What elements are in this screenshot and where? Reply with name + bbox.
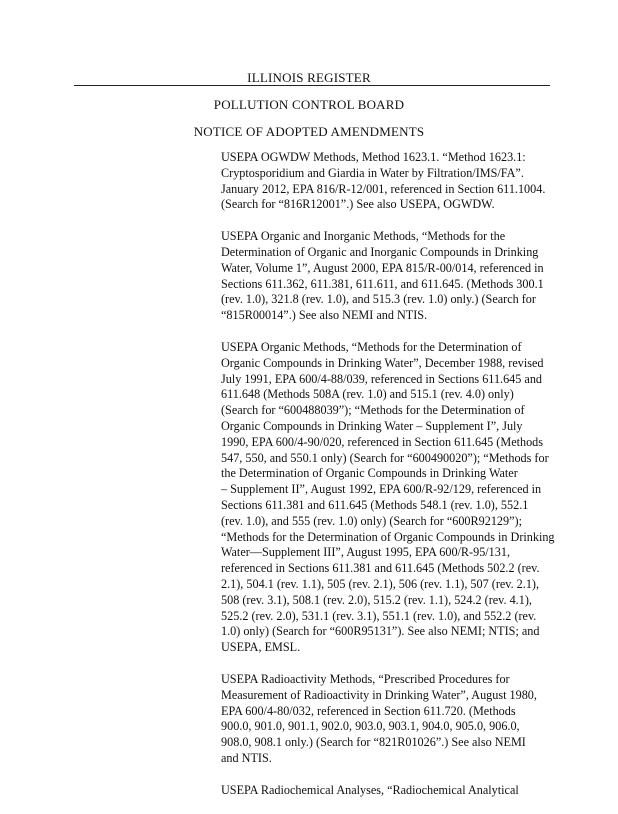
- text-line: the Determination of Organic Compounds in Drinking Water: [221, 466, 518, 481]
- register-title: ILLINOIS REGISTER: [247, 70, 371, 85]
- board-title: POLLUTION CONTROL BOARD: [213, 97, 405, 112]
- text-line: referenced in Sections 611.381 and 611.645 (Methods 502.2 (rev.: [221, 561, 540, 576]
- text-line: Determination of Organic and Inorganic Compounds in Drinking: [221, 244, 539, 259]
- document-body: [221, 150, 555, 814]
- text-line: (rev. 1.0), 321.8 (rev. 1.0), and 515.3 (rev. 1.0) only.) (Search for: [221, 292, 536, 307]
- text-line: USEPA, EMSL.: [221, 640, 301, 655]
- text-line: USEPA Organic Methods, “Methods for the Determination of: [221, 339, 522, 354]
- text-line: Water—Supplement III”, August 1995, EPA 600/R-95/131,: [221, 545, 511, 560]
- text-line: “Methods for the Determination of Organic Compounds in Drinking: [221, 529, 555, 544]
- header-rule: [74, 85, 550, 86]
- text-line: “815R00014”.) See also NEMI and NTIS.: [221, 308, 428, 323]
- text-line: Organic Compounds in Drinking Water”, December 1988, revised: [221, 355, 544, 370]
- text-line: and NTIS.: [221, 750, 272, 765]
- reference-paragraph: [221, 339, 555, 656]
- text-line: EPA 600/4-80/032, referenced in Section 611.720. (Methods: [221, 703, 516, 718]
- text-line: USEPA OGWDW Methods, Method 1623.1. “Method 1623.1:: [221, 150, 526, 164]
- text-line: USEPA Organic and Inorganic Methods, “Methods for the: [221, 229, 506, 244]
- text-line: 2.1), 504.1 (rev. 1.1), 505 (rev. 2.1), 506 (rev. 1.1), 507 (rev. 2.1),: [221, 576, 540, 591]
- text-line: January 2012, EPA 816/R-12/001, referenced in Section 611.1004.: [221, 181, 546, 196]
- text-line: USEPA Radiochemical Analyses, “Radiochemical Analytical: [221, 782, 519, 797]
- text-line: July 1991, EPA 600/4-88/039, referenced in Sections 611.645 and: [221, 371, 543, 386]
- text-line: 525.2 (rev. 2.0), 531.1 (rev. 3.1), 551.1 (rev. 1.0), and 552.2 (rev.: [221, 608, 537, 623]
- text-line: (Search for “600488039”); “Methods for the Determination of: [221, 403, 525, 418]
- text-line: 1990, EPA 600/4-90/020, referenced in Section 611.645 (Methods: [221, 434, 544, 449]
- text-line: (Search for “816R12001”.) See also USEPA, OGWDW.: [221, 197, 495, 212]
- reference-paragraph: [221, 672, 551, 767]
- text-line: (rev. 1.0), and 555 (rev. 1.0) only) (Search for “600R92129”);: [221, 513, 522, 528]
- text-line: USEPA Radioactivity Methods, “Prescribed Procedures for: [221, 671, 510, 686]
- text-line: Cryptosporidium and Giardia in Water by Filtration/IMS/FA”.: [221, 165, 524, 180]
- text-line: Measurement of Radioactivity in Drinking Water”, August 1980,: [221, 687, 537, 702]
- text-line: 1.0) only) (Search for “600R95131”). See also NEMI; NTIS; and: [221, 624, 540, 639]
- reference-paragraph: [221, 229, 551, 324]
- text-line: 908.0, 908.1 only.) (Search for “821R01026”.) See also NEMI: [221, 735, 526, 750]
- reference-paragraph: [221, 150, 551, 213]
- text-line: Water, Volume 1”, August 2000, EPA 815/R-00/014, referenced in: [221, 260, 544, 275]
- text-line: Sections 611.362, 611.381, 611.611, and 611.645. (Methods 300.1: [221, 276, 544, 291]
- text-line: 508 (rev. 3.1), 508.1 (rev. 2.0), 515.2 (rev. 1.1), 524.2 (rev. 4.1),: [221, 592, 532, 607]
- reference-paragraph: [221, 783, 551, 799]
- text-line: 900.0, 901.0, 901.1, 902.0, 903.0, 903.1, 904.0, 905.0, 906.0,: [221, 719, 520, 734]
- notice-title: NOTICE OF ADOPTED AMENDMENTS: [193, 124, 425, 139]
- text-line: – Supplement II”, August 1992, EPA 600/R-92/129, referenced in: [221, 482, 542, 497]
- text-line: 611.648 (Methods 508A (rev. 1.0) and 515.1 (rev. 4.0) only): [221, 387, 514, 402]
- text-line: 547, 550, and 550.1 only) (Search for “600490020”); “Methods for: [221, 450, 549, 465]
- text-line: Organic Compounds in Drinking Water – Supplement I”, July: [221, 418, 523, 433]
- text-line: Sections 611.381 and 611.645 (Methods 548.1 (rev. 1.0), 552.1: [221, 497, 529, 512]
